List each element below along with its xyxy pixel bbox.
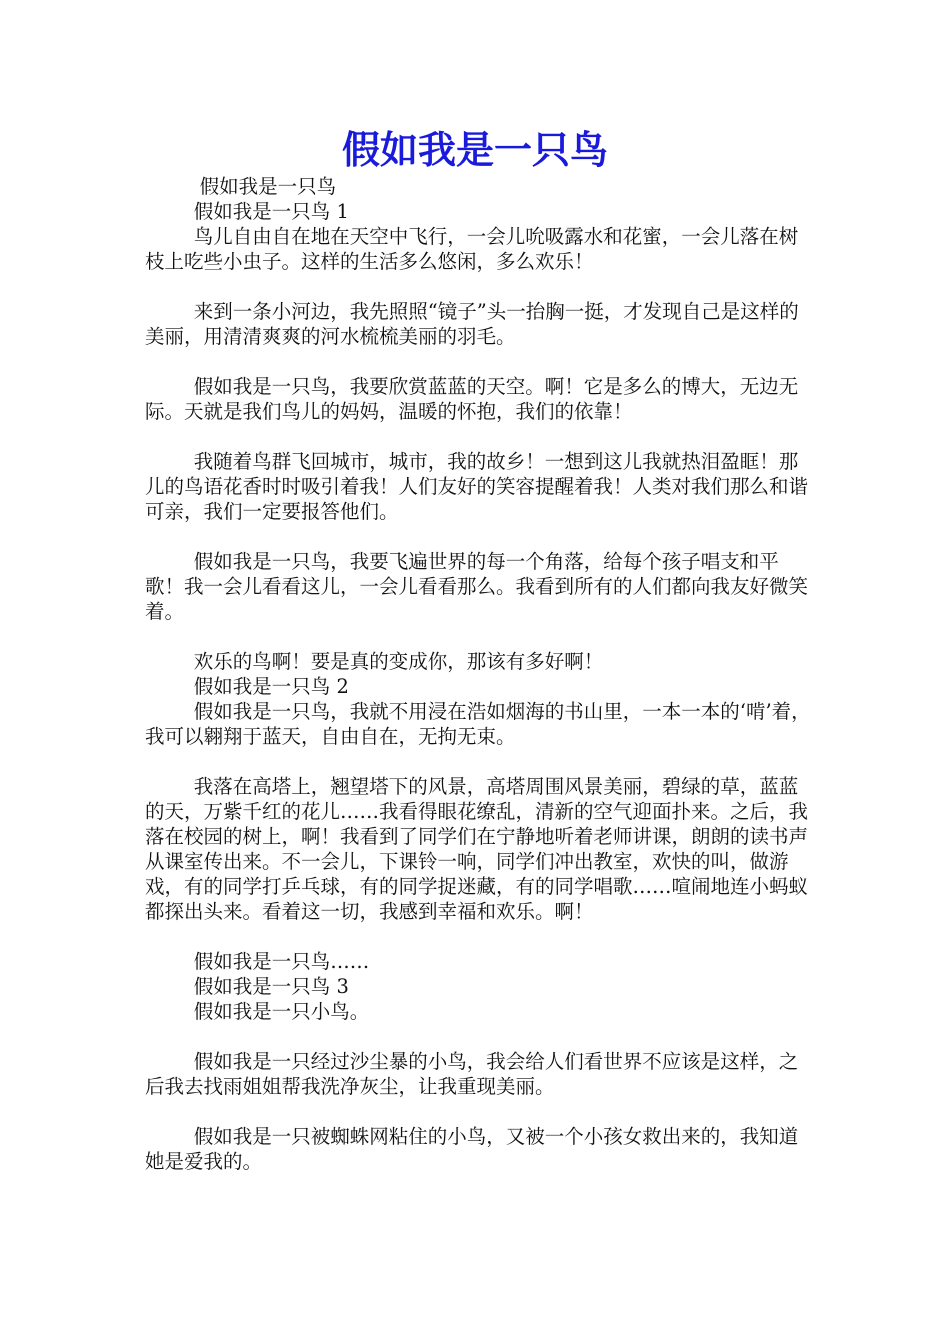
- paragraph-gap: [145, 749, 813, 774]
- paragraph: 假如我是一只鸟 3: [193, 975, 349, 998]
- paragraph: 假如我是一只鸟 2: [193, 675, 349, 698]
- paragraph-gap: [145, 349, 813, 374]
- paragraph-gap: [145, 424, 813, 449]
- paragraph: 假如我是一只鸟……: [193, 950, 370, 973]
- paragraph: 我落在高塔上，翘望塔下的风景，高塔周围风景美丽，碧绿的草，蓝蓝的天，万紫千红的花儿……我看得眼花缭乱，清新的空气迎面扑来。之后，我落在校园的树上，啊！我看到了同学们在宁静地听着老师讲课，朗朗的读书声从课室传出来。不一会儿，下课铃一响，同学们冲出教室，欢快的叫，做游戏，有的同学打乒乓球，有的同学捉迷藏，有的同学唱歌……喧闹地连小蚂蚁都探出头来。看着这一切，我感到幸福和欢乐。啊！: [145, 775, 809, 923]
- paragraph: 假如我是一只鸟，我要飞遍世界的每一个角落，给每个孩子唱支和平歌！我一会儿看看这儿，一会儿看看那么。我看到所有的人们都向我友好微笑着。: [145, 550, 809, 623]
- paragraph-gap: [145, 1024, 813, 1049]
- document-title: 假如我是一只鸟: [341, 128, 608, 172]
- paragraph: 假如我是一只鸟: [199, 175, 337, 198]
- document-body: [145, 174, 813, 1174]
- paragraph-gap: [145, 524, 813, 549]
- paragraph: 假如我是一只经过沙尘暴的小鸟，我会给人们看世界不应该是这样，之后我去找雨姐姐帮我洗净灰尘，让我重现美丽。: [145, 1050, 799, 1098]
- paragraph-gap: [145, 624, 813, 649]
- paragraph: 假如我是一只鸟，我就不用浸在浩如烟海的书山里，一本一本的‘啃’着，我可以翱翔于蓝天，自由自在，无拘无束。: [145, 700, 811, 748]
- paragraph: 鸟儿自由自在地在天空中飞行，一会儿吮吸露水和花蜜，一会儿落在树枝上吃些小虫子。这样的生活多么悠闲，多么欢乐！: [145, 225, 799, 273]
- paragraph: 我随着鸟群飞回城市，城市，我的故乡！一想到这儿我就热泪盈眶！那儿的鸟语花香时时吸引着我！人们友好的笑容提醒着我！人类对我们那么和谐可亲，我们一定要报答他们。: [145, 450, 809, 523]
- paragraph: 假如我是一只被蜘蛛网粘住的小鸟，又被一个小孩女救出来的，我知道她是爱我的。: [145, 1125, 799, 1173]
- paragraph-gap: [145, 1099, 813, 1124]
- paragraph: 欢乐的鸟啊！要是真的变成你，那该有多好啊！: [193, 650, 604, 673]
- paragraph-gap: [145, 924, 813, 949]
- paragraph: 来到一条小河边，我先照照“镜子”头一抬胸一挺，才发现自己是这样的美丽，用清清爽爽的河水梳梳美丽的羽毛。: [145, 300, 799, 348]
- paragraph: 假如我是一只鸟，我要欣赏蓝蓝的天空。啊！它是多么的博大，无边无际。天就是我们鸟儿的妈妈，温暖的怀抱，我们的依靠！: [145, 375, 799, 423]
- paragraph-gap: [145, 274, 813, 299]
- paragraph: 假如我是一只小鸟。: [193, 1000, 370, 1023]
- paragraph: 假如我是一只鸟 1: [193, 200, 349, 223]
